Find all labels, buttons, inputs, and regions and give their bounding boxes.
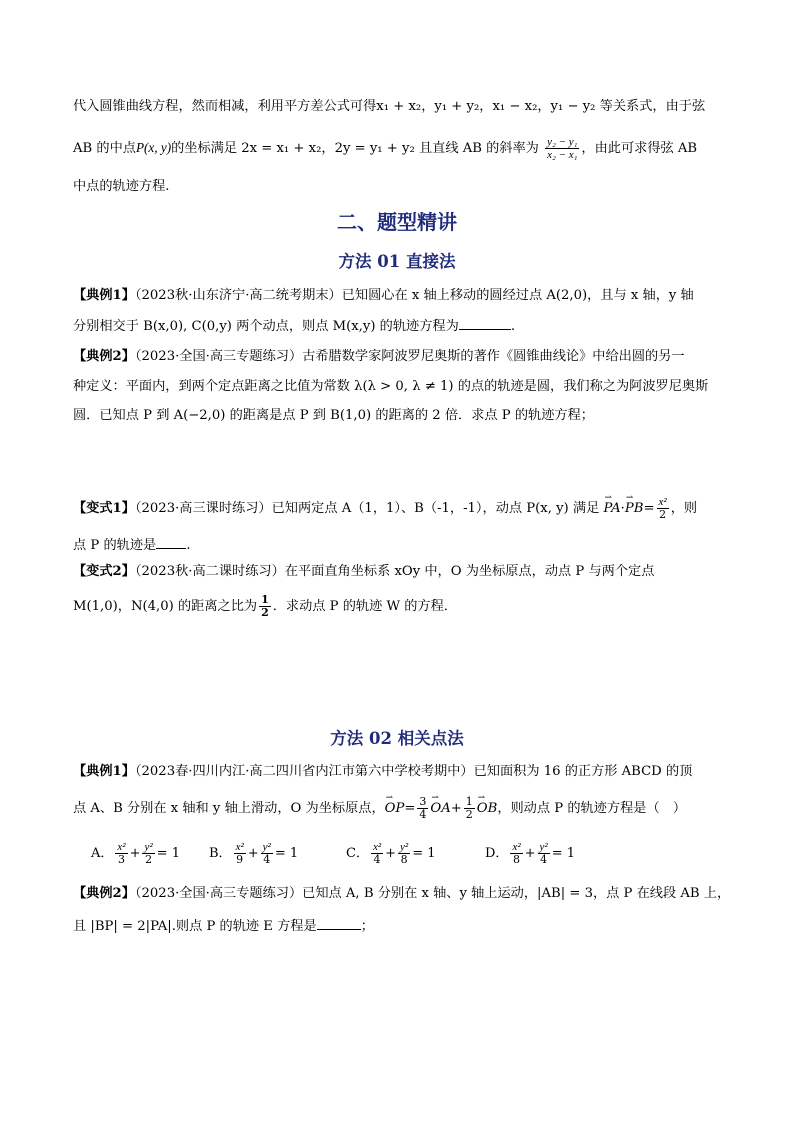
method1-variant2-line2: M(1,0)，N(4,0) 的距离之比为 $\frac{1}{2}$ ．求动点 P 的轨迹 W 的方程．: [73, 593, 457, 619]
method1-example1-line1: 【典例1】（2023秋·山东济宁·高二统考期末）已知圆心在 x 轴上移动的圆经过点 A(2,0)，且与 x 轴，y 轴: [73, 288, 694, 303]
variant1-fraction: $\frac{\text{x²}}{2}$: [658, 496, 667, 521]
intro-line-2: AB 的中点P(x, y)的坐标满足 2x = x₁ + x₂，2y = y₁ + y₂ 且直线 AB 的斜率为 $\frac{\text{y₂ − y₁}}{\text{x₂ − x₁}}$ ，由此可求得弦 AB: [73, 136, 698, 161]
method2-example1-line2: 点 A、B 分别在 x 轴和 y 轴上滑动，O 为坐标原点，⇀ OP= $\frac{3}{4}$ ⇀ OA+ $\frac{1}{2}$ ⇀ OB，则动点 P 的轨迹方程是（ ）: [73, 796, 686, 821]
method1-example1-line2: 分别相交于 B(x,0), C(0,y) 两个动点，则点 M(x,y) 的轨迹方程为 .: [73, 319, 516, 334]
method1-variant1-line2: 点 P 的轨迹是 .: [73, 538, 191, 553]
intro-line-1: 代入圆锥曲线方程，然而相减，利用平方差公式可得x₁ + x₂，y₁ + y₂，x₁ − x₂，y₁ − y₂ 等关系式，由于弦: [73, 99, 706, 114]
intro-line-3: 中点的轨迹方程.: [73, 179, 170, 194]
method2-example2-line2: 且 |BP| = 2|PA|.则点 P 的轨迹 E 方程是 ；: [73, 919, 374, 934]
method2-example2-line1: 【典例2】（2023·全国·高三专题练习）已知点 A, B 分别在 x 轴、y 轴上运动，|AB| = 3，点 P 在线段 AB 上，: [73, 886, 731, 901]
option-d[interactable]: D． $\frac{\text{x²}}{8}$ + $\frac{\text{y²}}{4}$ = 1: [485, 841, 576, 866]
method2-example1-line1: 【典例1】（2023春·四川内江·高二四川省内江市第六中学校考期中）已知面积为 16 的正方形 ABCD 的顶: [73, 764, 693, 779]
answer-blank[interactable]: [317, 917, 361, 930]
slope-fraction: $\frac{\text{y₂ − y₁}}{\text{x₂ − x₁}}$: [547, 136, 578, 161]
method1-variant1-line1: 【变式1】（2023·高三课时练习）已知两定点 A（1，1）、B（-1，-1），动点 P(x, y) 满足 ⇀ PA·⇀ PB= $\frac{\text{x²}}{2}$ ，则: [73, 496, 697, 521]
option-b[interactable]: B． $\frac{\text{x²}}{9}$ + $\frac{\text{y²}}{4}$ = 1: [209, 841, 299, 866]
section-title: 二、题型精讲: [337, 210, 457, 234]
method1-variant2-line1: 【变式2】（2023秋·高二课时练习）在平面直角坐标系 xOy 中，O 为坐标原点，动点 P 与两个定点: [73, 564, 655, 579]
answer-blank[interactable]: [156, 536, 186, 549]
method1-example2-line1: 【典例2】（2023·全国·高三专题练习）古希腊数学家阿波罗尼奥斯的著作《圆锥曲线论》中给出圆的另一: [73, 349, 685, 364]
answer-blank[interactable]: [459, 317, 511, 330]
method1-example2-line3: 圆．已知点 P 到 A(−2,0) 的距离是点 P 到 B(1,0) 的距离的 2 倍．求点 P 的轨迹方程；: [73, 408, 594, 423]
method1-title: 方法 01 直接法: [338, 252, 456, 271]
method2-title: 方法 02 相关点法: [330, 729, 464, 748]
option-a[interactable]: A． $\frac{\text{x²}}{3}$ + $\frac{\text{y²}}{2}$ = 1: [91, 841, 180, 866]
option-c[interactable]: C． $\frac{\text{x²}}{4}$ + $\frac{\text{y²}}{8}$ = 1: [346, 841, 436, 866]
method1-example2-line2: 种定义：平面内，到两个定点距离之比值为常数 λ(λ > 0, λ ≠ 1) 的点的轨迹是圆，我们称之为阿波罗尼奥斯: [73, 379, 709, 394]
ratio-fraction: $\frac{1}{2}$: [261, 593, 269, 619]
